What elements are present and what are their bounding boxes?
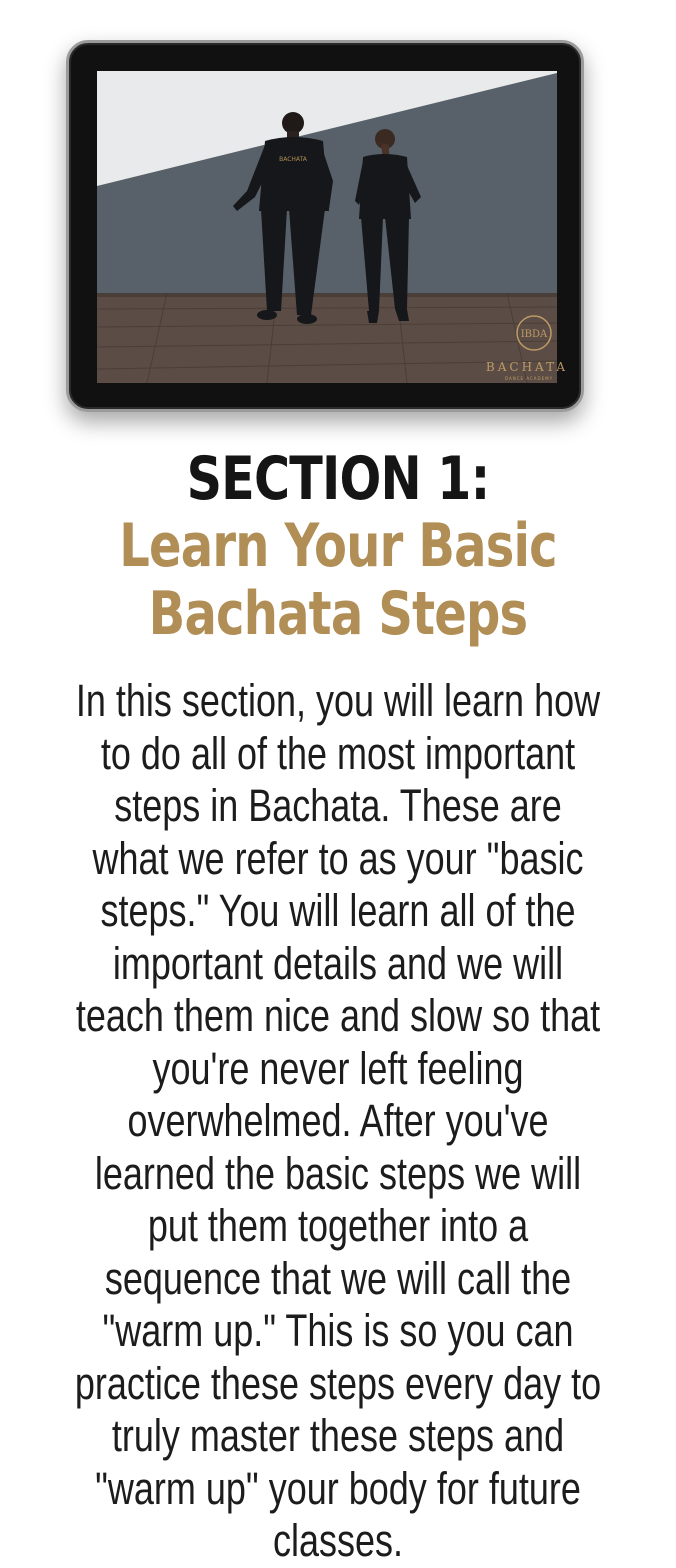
dance-instructors-photo [97,71,569,383]
section-title-line-2: Bachata Steps [148,579,528,649]
video-preview-image [97,71,569,383]
tablet-mockup [66,40,584,412]
svg-text:BACHATA: BACHATA [485,360,569,374]
section-title-line-1: Learn Your Basic [119,511,557,581]
section-description: In this section, you will learn how to do all of the most important steps in Bachata. These are what we refer to as your "basic steps." You will learn all of the important details and we will teach them nice and slow so that you're never left feeling overwhelmed. After you've learned the basic steps we will put them together into a sequence that we will call the "warm up." This is so you can practice these steps every day to truly master these steps and "warm up" your body for future classes. [74,675,602,1566]
svg-text:DANCE ACADEMY: DANCE ACADEMY [504,376,554,381]
section-number-heading: SECTION 1: [186,444,490,514]
section-title [68,512,609,648]
svg-text:BACHATA: BACHATA [279,156,307,163]
svg-text:IBDA: IBDA [520,329,548,340]
